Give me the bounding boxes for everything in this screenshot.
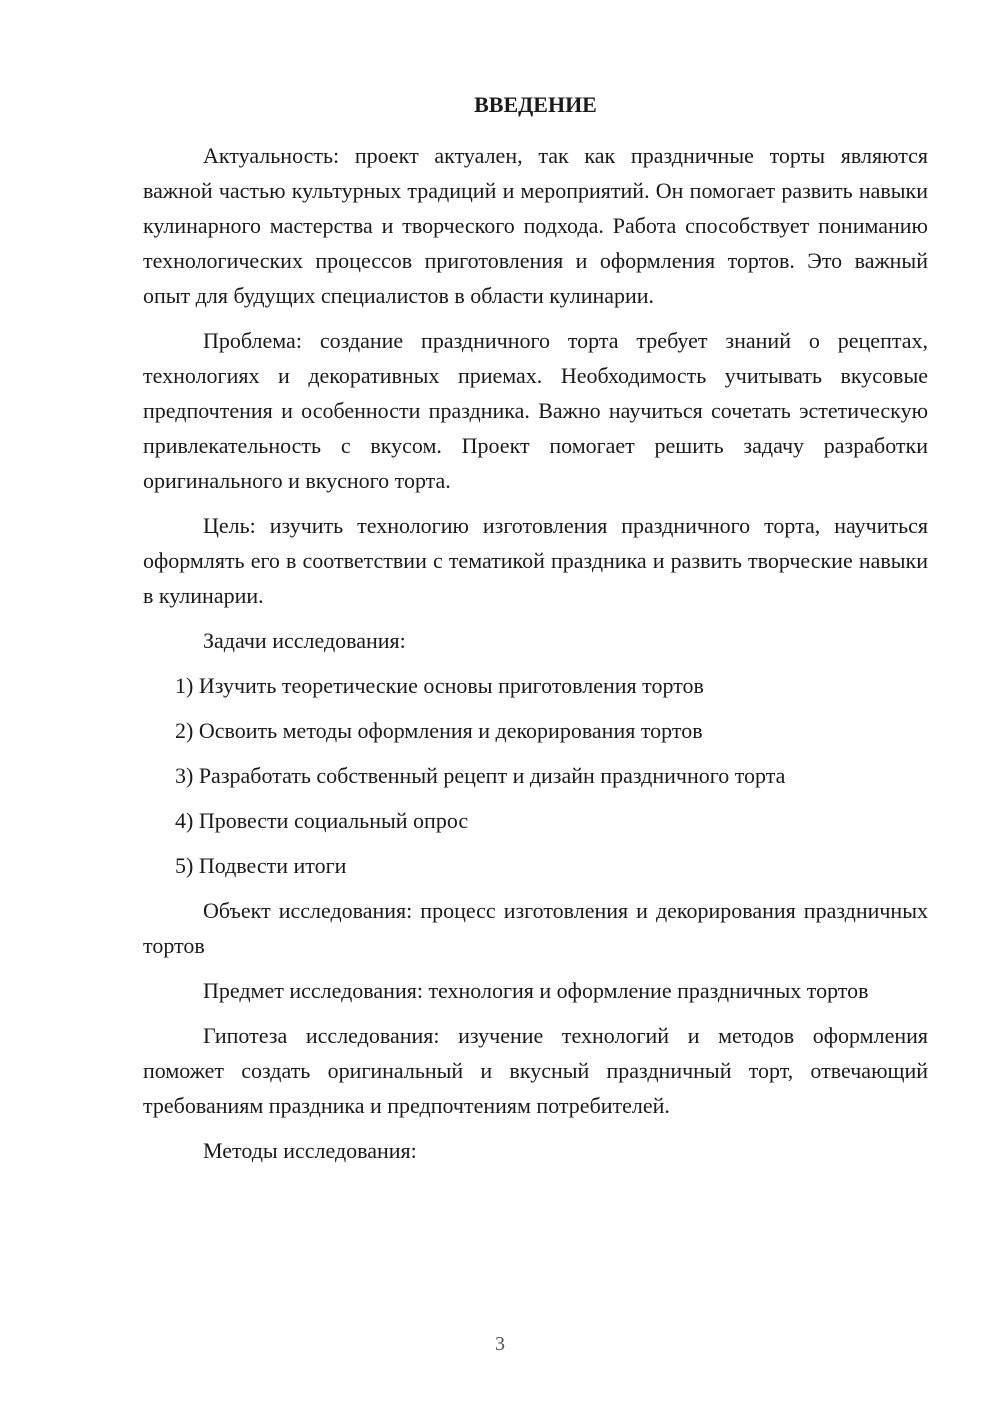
list-item: 3) Разработать собственный рецепт и дизайн праздничного торта — [175, 763, 786, 788]
paragraph-problem: Проблема: создание праздничного торта требует знаний о рецептах, технологиях и декоративных приемах. Необходимость учитывать вкусовые предпочтения и особенности праздника. Важно научиться сочетать эстетическую привлекательность с вкусом. Проект помогает решить задачу разработки оригинального и вкусного торта. — [143, 328, 928, 493]
paragraph-hypothesis: Гипотеза исследования: изучение технологий и методов оформления поможет создать оригинальный и вкусный праздничный торт, отвечающий требованиям праздника и предпочтениям потребителей. — [143, 1023, 928, 1118]
tasks-label: Задачи исследования: — [203, 628, 406, 653]
section-title: ВВЕДЕНИЕ — [474, 92, 597, 117]
paragraph-relevance: Актуальность: проект актуален, так как праздничные торты являются важной частью культурных традиций и мероприятий. Он помогает развить навыки кулинарного мастерства и творческого подхода. Работа способствует пониманию технологических процессов приготовления и оформления тортов. Это важный опыт для будущих специалистов в области кулинарии. — [143, 143, 928, 308]
list-item: 2) Освоить методы оформления и декорирования тортов — [175, 718, 703, 743]
paragraph-goal: Цель: изучить технологию изготовления праздничного торта, научиться оформлять его в соответствии с тематикой праздника и развить творческие навыки в кулинарии. — [143, 513, 928, 608]
paragraph-object: Объект исследования: процесс изготовления и декорирования праздничных тортов — [143, 898, 928, 958]
document-page — [143, 90, 928, 1178]
tasks-list — [143, 668, 928, 883]
methods-label: Методы исследования: — [203, 1138, 417, 1163]
list-item: 5) Подвести итоги — [175, 853, 347, 878]
paragraph-subject: Предмет исследования: технология и оформление праздничных тортов — [203, 978, 869, 1003]
list-item: 1) Изучить теоретические основы приготовления тортов — [175, 673, 704, 698]
page-number: 3 — [495, 1333, 505, 1355]
list-item: 4) Провести социальный опрос — [175, 808, 469, 833]
